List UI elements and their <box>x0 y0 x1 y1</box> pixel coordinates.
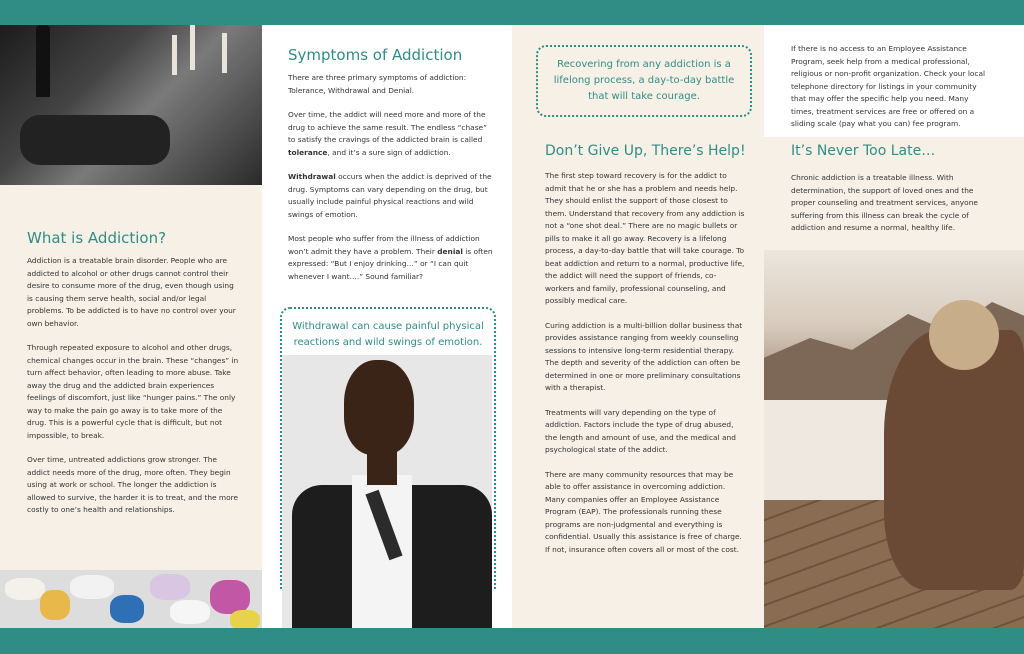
candle <box>190 25 195 70</box>
text-run: Over time, the addict will need more and more of the drug to achieve the same result. The endless “chase” to satisfy the cravings of the addicted brain is called <box>288 110 487 144</box>
section-heading: It’s Never Too Late… <box>791 143 936 159</box>
column-never-too-late <box>764 25 1024 628</box>
top-teal-band <box>0 0 1024 25</box>
pill <box>110 595 144 623</box>
paragraph: Curing addiction is a multi-billion dollar business that provides assistance ranging from weekly counseling sessions to intensive long-term residential therapy. The depth and severity of the addiction can often be determined in one or more preliminary consultations with a therapist. <box>545 320 743 392</box>
pill <box>40 590 70 620</box>
pill <box>230 610 260 628</box>
candle <box>222 33 227 73</box>
paragraph: Chronic addiction is a treatable illness. With determination, the support of loved ones and the proper counseling and treatment services, anyone suffering from this illness can break the cycle of addiction and resume a normal, healthy life. <box>791 173 978 232</box>
bottom-teal-band <box>0 628 1024 654</box>
candle <box>172 35 177 75</box>
paragraph: There are many community resources that may be able to offer assistance in overcoming addiction. Many companies offer an Employee Assistance Program (EAP). The professionals running these programs are non-judgmental and everything is confidential. Usually this assistance is free of charge. If not, insurance often covers all or most of the cost. <box>545 469 742 554</box>
body-text <box>288 72 494 295</box>
pill <box>70 575 114 599</box>
paragraph: The first step toward recovery is for the addict to admit that he or she has a problem and needs help. They should enlist the support of those closest to them. Understand that recovery from any addiction is not a “one shot deal.” There are no magic bullets or pills to make it all go away. Recovery is a lifelong process, a day-to-day battle that will take courage. To beat addiction and return to a normal, productive life, the addict will need the support of friends, co-workers and family, professional counseling, and possibly medical care. <box>545 171 745 305</box>
woman-on-dock-photo <box>764 250 1024 628</box>
column-symptoms <box>262 25 512 628</box>
text-run: , and it’s a sure sign of addiction. <box>327 147 451 157</box>
bold-term: Withdrawal <box>288 172 336 181</box>
person-head-shape <box>929 300 999 370</box>
pill <box>170 600 210 624</box>
paragraph: If there is no access to an Employee Assistance Program, seek help from a medical professional, religious or non-profit organization. Check your local telephone directory for listings in your community that may offer the specific help you need. Many times, treatment services are free or offered on a sliding scale (pay what you can) fee program. <box>791 44 986 128</box>
paragraph <box>288 109 494 159</box>
sofa-shape <box>20 115 170 165</box>
head-shape <box>344 360 414 455</box>
paragraph: Treatments will vary depending on the type of addiction. Factors include the type of drug abused, the length and amount of use, and the medical and psychological state of the addict. <box>545 407 736 454</box>
paragraph: Over time, untreated addictions grow stronger. The addict needs more of the drug, more often. They begin using at work or school. The longer the addiction is allowed to survive, the harder it is to treat, and the more costly to one’s health and relationships. <box>27 455 239 514</box>
column-what-is-addiction <box>0 25 262 628</box>
column-help <box>512 25 764 628</box>
section-heading: Don’t Give Up, There’s Help! <box>545 143 746 159</box>
section-heading: Symptoms of Addiction <box>288 46 463 64</box>
bold-term: tolerance <box>288 147 328 157</box>
paragraph: There are three primary symptoms of addiction: Tolerance, Withdrawal and Denial. <box>288 73 467 95</box>
paragraph <box>288 171 494 221</box>
pill <box>5 578 45 600</box>
man-loosening-tie-photo <box>282 355 492 628</box>
body-text <box>791 172 991 247</box>
body-text <box>27 255 240 529</box>
callout-text: Recovering from any addiction is a lifelong process, a day-to-day battle that will take courage. <box>553 59 735 102</box>
callout-text: Withdrawal can cause painful physical reactions and wild swings of emotion. <box>292 321 484 348</box>
lamp-silhouette <box>36 25 50 97</box>
text-run: Most people who suffer from the illness of addiction won’t admit they have a problem. Their <box>288 234 480 256</box>
body-text <box>545 170 745 568</box>
paragraph: Addiction is a treatable brain disorder. People who are addicted to alcohol or other drugs cannot control their desire to consume more of the drug, even though using is causing them serve health, social and/or legal problems. To be addicted is to have no control over your own behavior. <box>27 256 236 328</box>
pills-photo <box>0 570 262 628</box>
pill <box>150 574 190 600</box>
text-run: is often expressed: “But I enjoy drinking…” or “I can quit whenever I want….” Sound familiar? <box>288 246 493 281</box>
pill <box>210 580 250 614</box>
body-text <box>791 43 991 143</box>
shirt-shape <box>352 475 412 628</box>
bold-term: denial <box>437 246 463 256</box>
paragraph: Through repeated exposure to alcohol and other drugs, chemical changes occur in the brain. These “changes” in turn affect behavior, often leading to more abuse. Take away the drug and the addicted brain experiences feelings of discomfort, just like “hunger pains.” The only way to make the pain go away is to take more of the drug. This is a powerful cycle that is difficult, but not impossible, to break. <box>27 343 239 440</box>
living-room-photo <box>0 25 262 185</box>
text-run: occurs when the addict is deprived of the drug. Symptoms can vary depending on the drug, but usually include painful physical reactions and wild swings of emotion. <box>288 172 492 219</box>
section-heading: What is Addiction? <box>27 229 167 247</box>
person-body-shape <box>884 330 1024 590</box>
recovery-callout <box>536 45 752 117</box>
paragraph <box>288 233 494 283</box>
